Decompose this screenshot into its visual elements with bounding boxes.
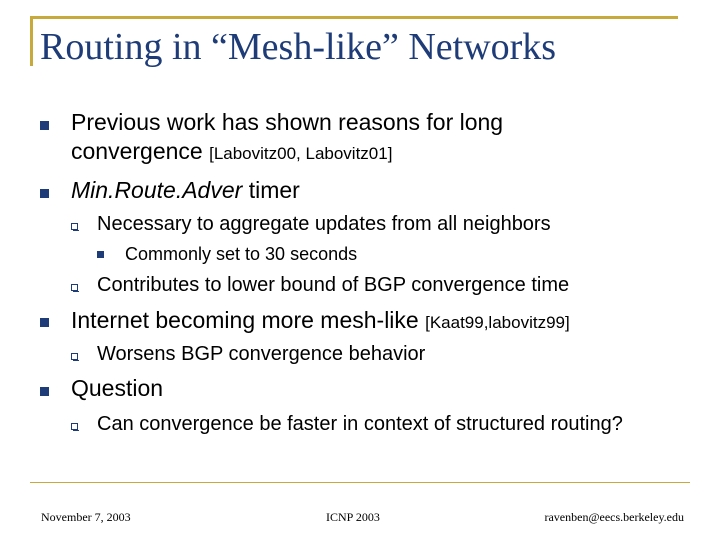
frame-top-rule: [30, 16, 678, 19]
bullet-text: convergence: [71, 138, 210, 164]
bullet-marker: [40, 121, 49, 130]
sub-bullet-structured-routing: Can convergence be faster in context of structured routing?: [97, 413, 623, 435]
bullet-mesh-like: [71, 306, 570, 337]
bullet-marker: [40, 318, 49, 327]
sub-bullet-marker: [71, 423, 78, 430]
sub-bullet-lower-bound: Contributes to lower bound of BGP convergence time: [97, 274, 570, 296]
bullet-text: timer: [242, 177, 300, 203]
frame-left-rule: [30, 16, 33, 66]
footer-venue: ICNP 2003: [326, 510, 380, 524]
sub-sub-bullet-30-seconds: Commonly set to 30 seconds: [125, 244, 358, 264]
term-italic: Min.Route.Adver: [71, 177, 243, 203]
slide-title: Routing in “Mesh-like” Networks: [40, 26, 557, 68]
footer-email: ravenben@eecs.berkeley.edu: [544, 510, 684, 524]
footer-rule: [30, 482, 690, 483]
bullet-marker: [40, 189, 49, 198]
sub-bullet-worsens: Worsens BGP convergence behavior: [97, 343, 426, 365]
bullet-text: Internet becoming more mesh-like: [71, 307, 426, 333]
footer-date: November 7, 2003: [41, 510, 131, 524]
sub-bullet-marker: [71, 223, 78, 230]
citation: [Kaat99,labovitz99]: [425, 313, 570, 332]
sub-sub-bullet-marker: [97, 251, 104, 258]
sub-bullet-aggregate: Necessary to aggregate updates from all neighbors: [97, 213, 551, 235]
bullet-text: Previous work has shown reasons for long: [71, 109, 504, 135]
bullet-previous-work: [71, 108, 503, 168]
bullet-marker: [40, 387, 49, 396]
sub-bullet-marker: [71, 284, 78, 291]
bullet-question: Question: [71, 375, 164, 401]
citation: [Labovitz00, Labovitz01]: [209, 144, 393, 163]
sub-bullet-marker: [71, 353, 78, 360]
bullet-minrouteadver: [71, 176, 300, 205]
